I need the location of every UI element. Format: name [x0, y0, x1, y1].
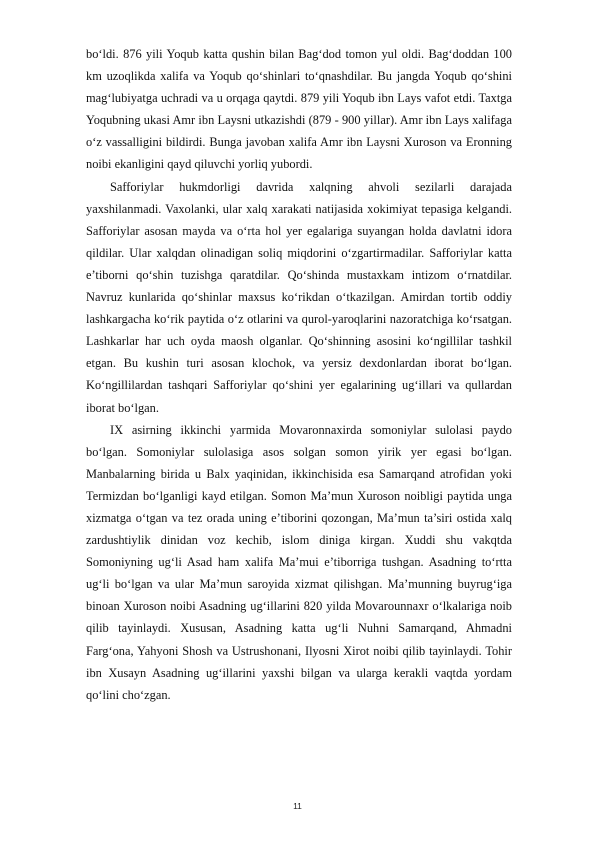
page-number: 11: [293, 801, 302, 811]
body-text: [86, 43, 512, 706]
paragraph-1: bo‘ldi. 876 yili Yoqub katta qushin bilan Bag‘dod tomon yul oldi. Bag‘doddan 100 km uzoqlikda xalifa va Yoqub qo‘shinlari to‘qnashdilar. Bu jangda Yoqub qo‘shini mag‘lubiyatga uchradi va u orqaga qaytdi. 879 yili Yoqub ibn Lays vafot etdi. Taxtga Yoqubning ukasi Amr ibn Laysni utkazishdi (879 - 900 yillar). Amr ibn Lays xalifaga o‘z vassalligini bildirdi. Bunga javoban xalifa Amr ibn Laysni Xuroson va Eronning noibi ekanligini qayd qiluvchi yorliq yubordi.: [86, 47, 512, 172]
paragraph-3: IX asirning ikkinchi yarmida Movaronnaxirda somoniylar sulolasi paydo bo‘lgan. Somoniylar sulolasiga asos solgan somon yirik yer egasi bo‘lgan. Manbalarning birida u Balx yaqinidan, ikkinchisida esa Samarqand atrofidan yoki Termizdan bo‘lganligi kayd etilgan. Somon Ma’mun Xuroson noibligi paytida unga xizmatga o‘tgan va tez orada uning e’tiborini qozongan, Ma’mun ta’siri ostida xalq zardushtiylik dinidan voz kechib, islom diniga kirgan. Xuddi shu vakqtda Somoniyning ug‘li Asad ham xalifa Ma’mui e’tiborriga tushgan. Asadning to‘rtta ug‘li bo‘lgan va ular Ma’mun saroyida xizmat qilishgan. Ma’munning buyrug‘iga binoan Xuroson noibi Asadning ug‘illarini 820 yilda Movarounnaxr o‘lkalariga noib qilib tayinlaydi. Xususan, Asadning katta ug‘li Nuhni Samarqand, Ahmadni Farg‘ona, Yahyoni Shosh va Ustrushonani, Ilyosni Xirot noibi qilib tayinlaydi. Tohir ibn Xusayn Asadning ug‘illarini yaxshi bilgan va ularga kerakli vaqtda yordam qo‘lini cho‘zgan.: [86, 422, 512, 702]
paragraph-2: Safforiylar hukmdorligi davrida xalqning ahvoli sezilarli darajada yaxshilanmadi. Vaxolanki, ular xalq xarakati natijasida xokimiyat tepasiga kelgandi. Safforiylar asosan mayda va o‘rta hol yer egalariga suyangan holda davlatni idora qildilar. Ular xalqdan olinadigan soliq miqdorini o‘zgartirmadilar. Safforiylar katta e’tiborni qo‘shin tuzishga qaratdilar. Qo‘shinda mustaxkam intizom o‘rnatdilar. Navruz kunlarida qo‘shinlar maxsus ko‘rikdan o‘tkazilgan. Amirdan tortib oddiy lashkargacha ko‘rik paytida o‘z otlarini va qurol-yaroqlarini nazoratchiga ko‘rsatgan. Lashkarlar har uch oyda maosh olganlar. Qo‘shinning asosini ko‘ngillilar tashkil etgan. Bu kushin turi asosan klochok, va yersiz dexdonlardan iborat bo‘lgan. Ko‘ngillilardan tashqari Safforiylar qo‘shini yer egalarining ug‘illari va qullardan iborat bo‘lgan.: [86, 179, 512, 415]
